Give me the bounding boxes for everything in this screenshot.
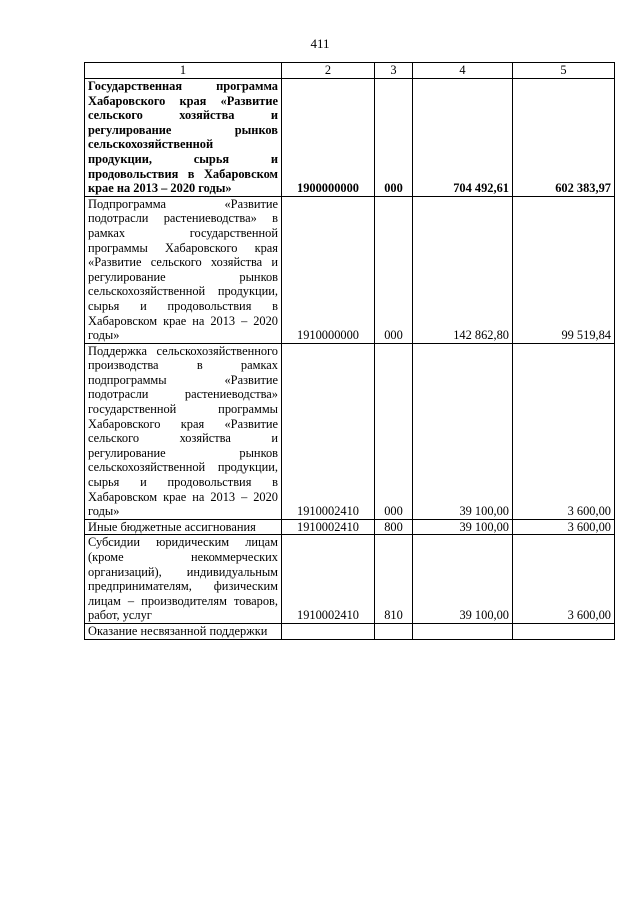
row-amount-2 [513, 623, 615, 639]
row-amount-2: 99 519,84 [513, 196, 615, 343]
row-name: Оказание несвязанной поддержки [85, 623, 282, 639]
page-number: 411 [310, 36, 330, 51]
row-expense-type: 810 [375, 535, 413, 624]
row-name: Государственная программа Хабаровского края «Развитие сельского хозяйства и регулирование рынков сельскохозяйственной продукции, сырья и продовольствия в Хабаровском крае на 2013 – 2020 годы» [85, 79, 282, 197]
table-row [85, 343, 615, 519]
row-expense-type: 000 [375, 196, 413, 343]
column-header: 5 [513, 63, 615, 79]
row-name: Иные бюджетные ассигнования [85, 519, 282, 535]
column-header: 4 [413, 63, 513, 79]
row-code: 1910002410 [282, 535, 375, 624]
row-expense-type [375, 623, 413, 639]
table-row [85, 519, 615, 535]
row-code [282, 623, 375, 639]
row-amount-1: 704 492,61 [413, 79, 513, 197]
row-amount-2: 3 600,00 [513, 519, 615, 535]
table-row [85, 535, 615, 624]
row-amount-2: 602 383,97 [513, 79, 615, 197]
row-code: 1900000000 [282, 79, 375, 197]
row-code: 1910000000 [282, 196, 375, 343]
row-amount-1: 39 100,00 [413, 535, 513, 624]
table-row [85, 79, 615, 197]
column-header: 2 [282, 63, 375, 79]
row-amount-1 [413, 623, 513, 639]
row-code: 1910002410 [282, 519, 375, 535]
row-expense-type: 000 [375, 343, 413, 519]
table-row [85, 623, 615, 639]
row-name: Поддержка сельскохозяйственного производства в рамках подпрограммы «Развитие подотрасли растениеводства» государственной программы Хабаровского края «Развитие сельского хозяйства и регулирование рынков сельскохозяйственной продукции, сырья и продовольствия в Хабаровском крае на 2013 – 2020 годы» [85, 343, 282, 519]
row-amount-1: 142 862,80 [413, 196, 513, 343]
column-header: 1 [85, 63, 282, 79]
row-amount-1: 39 100,00 [413, 519, 513, 535]
row-name: Субсидии юридическим лицам (кроме некоммерческих организаций), индивидуальным предпринимателям, физическим лицам – производителям товаров, работ, услуг [85, 535, 282, 624]
row-expense-type: 000 [375, 79, 413, 197]
table-header-row [85, 63, 615, 79]
table-row [85, 196, 615, 343]
row-code: 1910002410 [282, 343, 375, 519]
row-amount-1: 39 100,00 [413, 343, 513, 519]
row-name: Подпрограмма «Развитие подотрасли растениеводства» в рамках государственной программы Хабаровского края «Развитие сельского хозяйства и регулирование рынков сельскохозяйственной продукции, сырья и продовольствия в Хабаровском крае на 2013 – 2020 годы» [85, 196, 282, 343]
row-expense-type: 800 [375, 519, 413, 535]
row-amount-2: 3 600,00 [513, 535, 615, 624]
row-amount-2: 3 600,00 [513, 343, 615, 519]
budget-table [84, 62, 615, 640]
column-header: 3 [375, 63, 413, 79]
